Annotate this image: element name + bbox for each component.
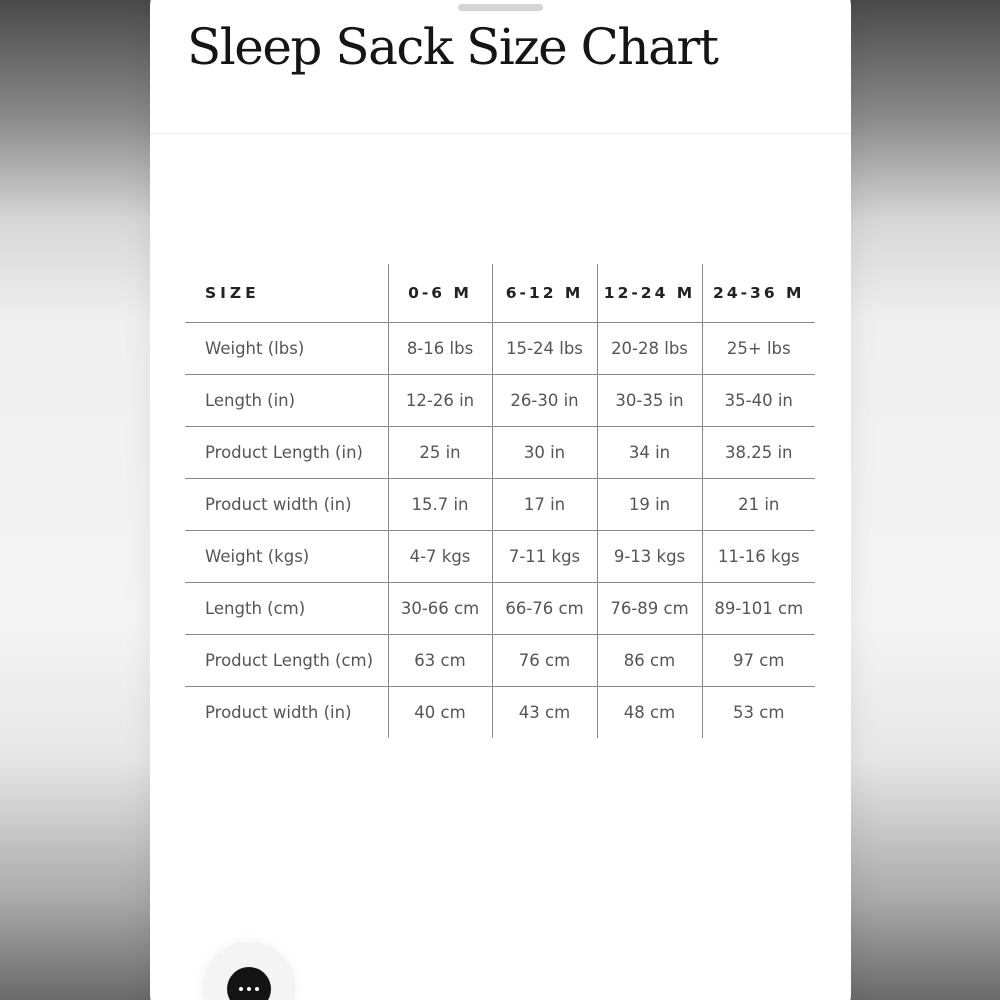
table-cell: 25+ lbs <box>702 323 815 375</box>
row-label: Product Length (cm) <box>185 635 388 687</box>
table-cell: 26-30 in <box>492 375 597 427</box>
table-row <box>185 687 815 739</box>
table-cell: 12-26 in <box>388 375 492 427</box>
row-label: Weight (kgs) <box>185 531 388 583</box>
table-cell: 7-11 kgs <box>492 531 597 583</box>
table-row <box>185 583 815 635</box>
table-cell: 76 cm <box>492 635 597 687</box>
table-cell: 63 cm <box>388 635 492 687</box>
table-cell: 30-35 in <box>597 375 702 427</box>
table-cell: 21 in <box>702 479 815 531</box>
table-cell: 15-24 lbs <box>492 323 597 375</box>
dot <box>255 987 259 991</box>
size-table <box>185 264 815 738</box>
header-24-36m: 24-36 M <box>702 264 815 323</box>
dot <box>247 987 251 991</box>
table-cell: 11-16 kgs <box>702 531 815 583</box>
table-cell: 8-16 lbs <box>388 323 492 375</box>
header-12-24m: 12-24 M <box>597 264 702 323</box>
table-cell: 38.25 in <box>702 427 815 479</box>
table-row <box>185 635 815 687</box>
table-cell: 17 in <box>492 479 597 531</box>
row-label: Product width (in) <box>185 687 388 739</box>
table-cell: 89-101 cm <box>702 583 815 635</box>
table-cell: 9-13 kgs <box>597 531 702 583</box>
dot <box>239 987 243 991</box>
row-label: Product width (in) <box>185 479 388 531</box>
table-cell: 66-76 cm <box>492 583 597 635</box>
table-cell: 76-89 cm <box>597 583 702 635</box>
page-title: Sleep Sack Size Chart <box>187 18 718 76</box>
row-label: Length (in) <box>185 375 388 427</box>
header-6-12m: 6-12 M <box>492 264 597 323</box>
table-cell: 30 in <box>492 427 597 479</box>
table-cell: 53 cm <box>733 703 785 722</box>
table-row <box>185 323 815 375</box>
sheet-header <box>150 0 851 134</box>
more-horizontal-icon <box>227 967 271 1000</box>
table-cell: 15.7 in <box>388 479 492 531</box>
header-0-6m: 0-6 M <box>388 264 492 323</box>
table-row <box>185 479 815 531</box>
table-cell: 48 cm <box>597 687 702 739</box>
table-cell: 34 in <box>597 427 702 479</box>
table-header-row <box>185 264 815 323</box>
table-row <box>185 427 815 479</box>
table-cell: 19 in <box>597 479 702 531</box>
row-label: Weight (lbs) <box>185 323 388 375</box>
row-label: Product Length (in) <box>185 427 388 479</box>
row-label: Length (cm) <box>185 583 388 635</box>
table-cell: 25 in <box>388 427 492 479</box>
table-cell: 43 cm <box>492 687 597 739</box>
table-cell: 86 cm <box>597 635 702 687</box>
table-cell: 40 cm <box>388 687 492 739</box>
header-size: SIZE <box>185 264 388 323</box>
table-cell: 35-40 in <box>702 375 815 427</box>
table-cell: 97 cm <box>702 635 815 687</box>
table-cell: 20-28 lbs <box>597 323 702 375</box>
more-options-button[interactable] <box>203 942 295 1000</box>
size-chart-sheet <box>150 0 851 1000</box>
table-cell: 4-7 kgs <box>388 531 492 583</box>
table-row <box>185 531 815 583</box>
table-cell: 30-66 cm <box>388 583 492 635</box>
table-row <box>185 375 815 427</box>
